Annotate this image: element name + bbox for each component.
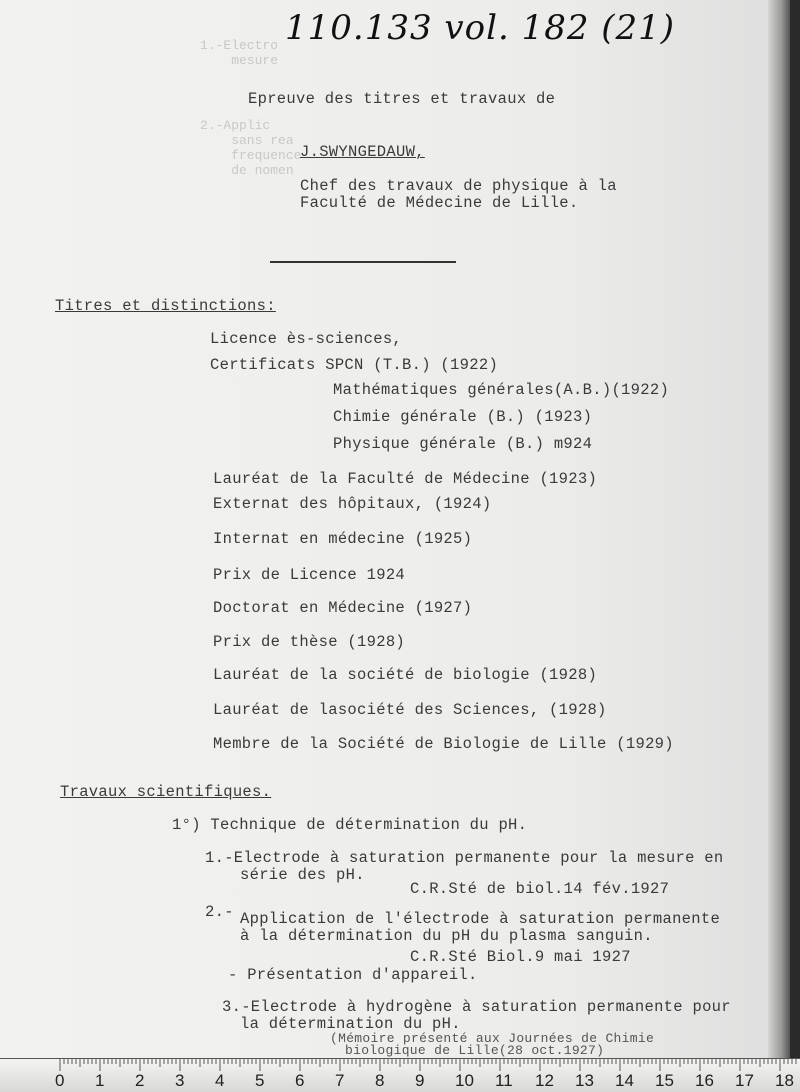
list-item: Lauréat de la société de biologie (1928) — [213, 666, 598, 684]
ruler-number: 6 — [295, 1071, 305, 1090]
ruler-number: 12 — [535, 1071, 554, 1090]
header-line: Epreuve des titres et travaux de — [248, 90, 556, 108]
page-edge-shadow — [768, 0, 790, 1060]
ruler-number: 1 — [95, 1071, 105, 1090]
list-item: Prix de Licence 1924 — [213, 566, 406, 584]
citation-line: C.R.Sté Biol.9 mai 1927 — [410, 948, 631, 966]
text-line: série des pH. — [240, 866, 365, 884]
ruler-number: 15 — [655, 1071, 674, 1090]
ruler-number: 7 — [335, 1071, 345, 1090]
list-item: Externat des hôpitaux, (1924) — [213, 495, 492, 513]
list-item: Membre de la Société de Biologie de Lille (1929) — [213, 735, 674, 753]
text-line: à la détermination du pH du plasma sanguin. — [240, 927, 653, 945]
list-item: Lauréat de lasociété des Sciences, (1928) — [213, 701, 607, 719]
citation-line: (Mémoire présenté aux Journées de Chimie — [330, 1031, 655, 1046]
list-item: Licence ès-sciences, — [210, 330, 403, 348]
citation-line: C.R.Sté de biol.14 fév.1927 — [410, 880, 670, 898]
citation-line: biologique de Lille(28 oct.1927) — [345, 1043, 605, 1058]
ruler-number: 0 — [55, 1071, 65, 1090]
ruler-number: 18 — [775, 1071, 794, 1090]
separator-rule — [270, 261, 456, 263]
list-item: Certificats SPCN (T.B.) (1922) — [210, 356, 499, 374]
author-role: Faculté de Médecine de Lille. — [300, 194, 579, 212]
ruler-number: 11 — [495, 1071, 513, 1090]
ruler-number: 2 — [135, 1071, 145, 1090]
section-heading: Travaux scientifiques. — [60, 783, 272, 801]
text-line: 2.- — [205, 903, 234, 921]
text-line: - Présentation d'appareil. — [228, 966, 478, 984]
list-item: Doctorat en Médecine (1927) — [213, 599, 473, 617]
text-line: 3.-Electrode à hydrogène à saturation permanente pour — [222, 998, 731, 1016]
section-heading: Titres et distinctions: — [55, 297, 276, 315]
ruler-number: 9 — [415, 1071, 425, 1090]
ruler-number: 10 — [455, 1071, 474, 1090]
list-item: Lauréat de la Faculté de Médecine (1923) — [213, 470, 598, 488]
author-name: J.SWYNGEDAUW, — [300, 143, 425, 161]
text-line: Application de l'électrode à saturation permanente — [240, 910, 721, 928]
ruler-number: 4 — [215, 1071, 225, 1090]
ruler-number: 16 — [695, 1071, 714, 1090]
ruler-number: 3 — [175, 1071, 185, 1090]
bleed-through-text: 1.-Electro mesure — [200, 38, 279, 68]
text-line: la détermination du pH. — [240, 1015, 461, 1033]
list-item: Prix de thèse (1928) — [213, 633, 406, 651]
ruler-number: 17 — [735, 1071, 754, 1090]
list-item: Chimie générale (B.) (1923) — [333, 408, 593, 426]
handwritten-reference: 110.133 vol. 182 (21) — [285, 8, 676, 48]
list-item: Physique générale (B.) m924 — [333, 435, 593, 453]
ruler-ticks — [0, 1059, 800, 1073]
ruler-number: 14 — [615, 1071, 634, 1090]
bleed-through-text: 2.-Applic sans rea frequence de nomen — [200, 118, 302, 178]
ruler-number: 13 — [575, 1071, 594, 1090]
subsection-heading: 1°) Technique de détermination du pH. — [172, 816, 528, 834]
ruler-number: 8 — [375, 1071, 385, 1090]
list-item: Internat en médecine (1925) — [213, 530, 473, 548]
list-item: Mathématiques générales(A.B.)(1922) — [333, 381, 670, 399]
measuring-ruler — [0, 1058, 800, 1092]
ruler-number: 5 — [255, 1071, 265, 1090]
text-line: 1.-Electrode à saturation permanente pour la mesure en — [205, 849, 724, 867]
author-role: Chef des travaux de physique à la — [300, 177, 617, 195]
